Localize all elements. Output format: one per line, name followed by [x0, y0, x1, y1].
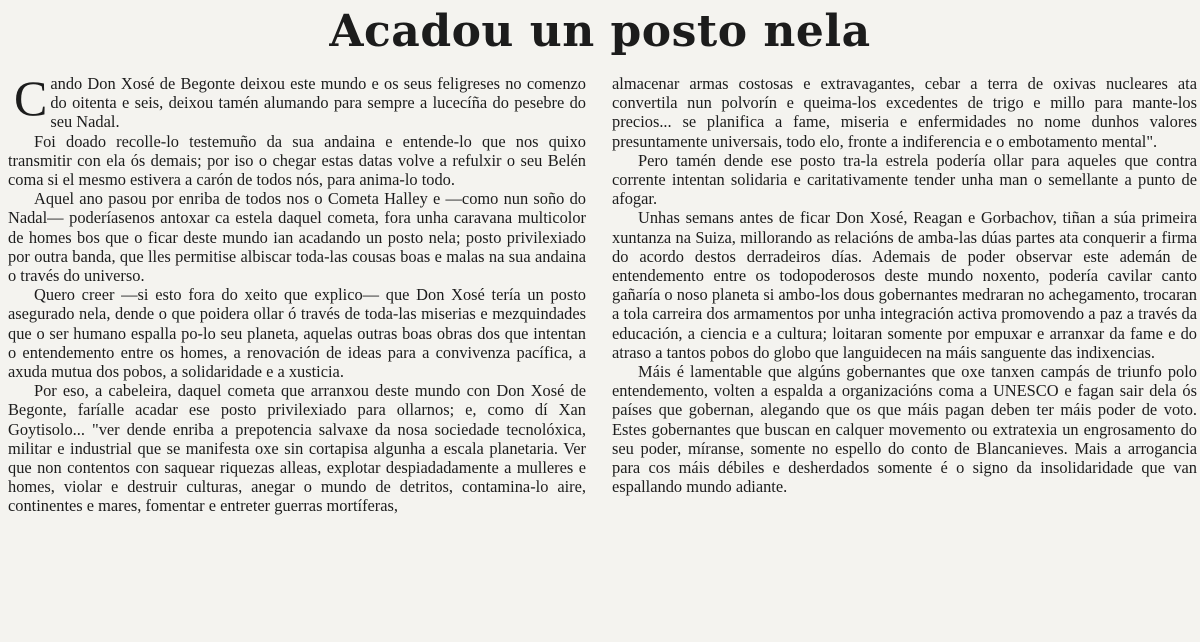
paragraph: Quero creer —si esto fora do xeito que explico— que Don Xosé tería un posto asegurado nela, dende o que poidera ollar ó través de toda-las miserias e mezquindades que o ser humano espalla po-lo seu planeta, aquelas outras boas obras dos que intentan o entendemento entre os homes, a renovación de ideas para a convivenza pacífica, a axuda mutua dos pobos, a solidaridade e a xusticia. [8, 285, 586, 382]
headline: Acadou un posto nela [329, 6, 871, 57]
drop-cap: C [14, 70, 48, 126]
paragraph-continued: almacenar armas costosas e extravagantes, cebar a terra de oxivas nucleares ata convertila nun polvorín e queima-los excedentes de trigo e millo para mante-los precios... se planifica a fame, miseria e enfermidades no nome dunhos valores presuntamente universais, todo elo, fronte a indiferencia e o embotamento mental". [612, 74, 1197, 151]
paragraph: Aquel ano pasou por enriba de todos nos o Cometa Halley e —como nun soño do Nadal— poderíasenos antoxar ca estela daquel cometa, fora unha caravana multicolor de homes bos que o ficar deste mundo ian acadando un posto nela; posto privilexiado por outra banda, que lles permitise albiscar toda-las cousas boas e malas na sua andaina o través do universo. [8, 189, 586, 286]
paragraph: Máis é lamentable que algúns gobernantes que oxe tanxen campás de triunfo polo entendemento, volten a espalda a organizacións coma a UNESCO e fagan sair dela ós países que gobernan, alegando que os que máis pagan deben ter máis poder de voto. Estes gobernantes que buscan en calquer movemento ou extratexia un engrosamento do seu poder, míranse, somente no espello do conto de Blancanieves. Mais a arrogancia para cos máis débiles e desherdados somente é o signo da insolidaridade que van espallando mundo adiante. [612, 362, 1197, 497]
paragraph: Pero tamén dende ese posto tra-la estrela podería ollar para aqueles que contra corrente intentan solidaria e caritativamente tender unha man o semellante a punto de afogar. [612, 150, 1197, 209]
lead-text: ando Don Xosé de Begonte deixou este mundo e os seus feligreses no comenzo do oitenta e seis, deixou tamén alumando para sempre a lucecíña do pesebre do seu Nadal. [50, 74, 586, 132]
paragraph: Foi doado recolle-lo testemuño da sua andaina e entende-lo que nos quixo transmitir con ela ós demais; por iso o chegar estas datas volve a refulxir o seu Belén coma si el mesmo estivera a carón de todos nós, para anima-lo todo. [8, 131, 586, 190]
right-column [612, 74, 1197, 496]
paragraph: Unhas semans antes de ficar Don Xosé, Reagan e Gorbachov, tiñan a súa primeira xuntanza na Suiza, millorando as relacións de amba-las dúas partes ata conquerir a firma do acordo destos derradeiros días. Ademais de poder observar este ademán de entendemento entre os todopoderosos deste mundo noxento, podería cavilar canto gañaría o noso planeta si ambo-los dous gobernantes medraran no achegamento, trocaran a tola carreira dos armamentos por unha integración activa promovendo a paz a través da educación, a ciencia e a cultura; loitaran somente por empuxar e arranxar da fame e do atraso a tantos pobos do globo que languidecen na máis sanguente das indixencias. [612, 208, 1197, 362]
left-column [8, 70, 586, 516]
paragraph: Por eso, a cabeleira, daquel cometa que arranxou deste mundo con Don Xosé de Begonte, faríalle acadar ese posto privilexiado para ollarnos; e, como dí Xan Goytisolo... "ver dende enriba a prepotencia salvaxe da nosa sociedade tecnolóxica, militar e industrial que se manifesta oxe sin cortapisa algunha a escala planetaria. Ver que non contentos con saquear riquezas alleas, explotar despiadadamente a mulleres e homes, violar e destruir culturas, anegar o mundo de detritos, contamina-lo aire, continentes e mares, fomentar e entreter guerras mortíferas, [8, 381, 586, 516]
lead-paragraph [8, 70, 586, 132]
